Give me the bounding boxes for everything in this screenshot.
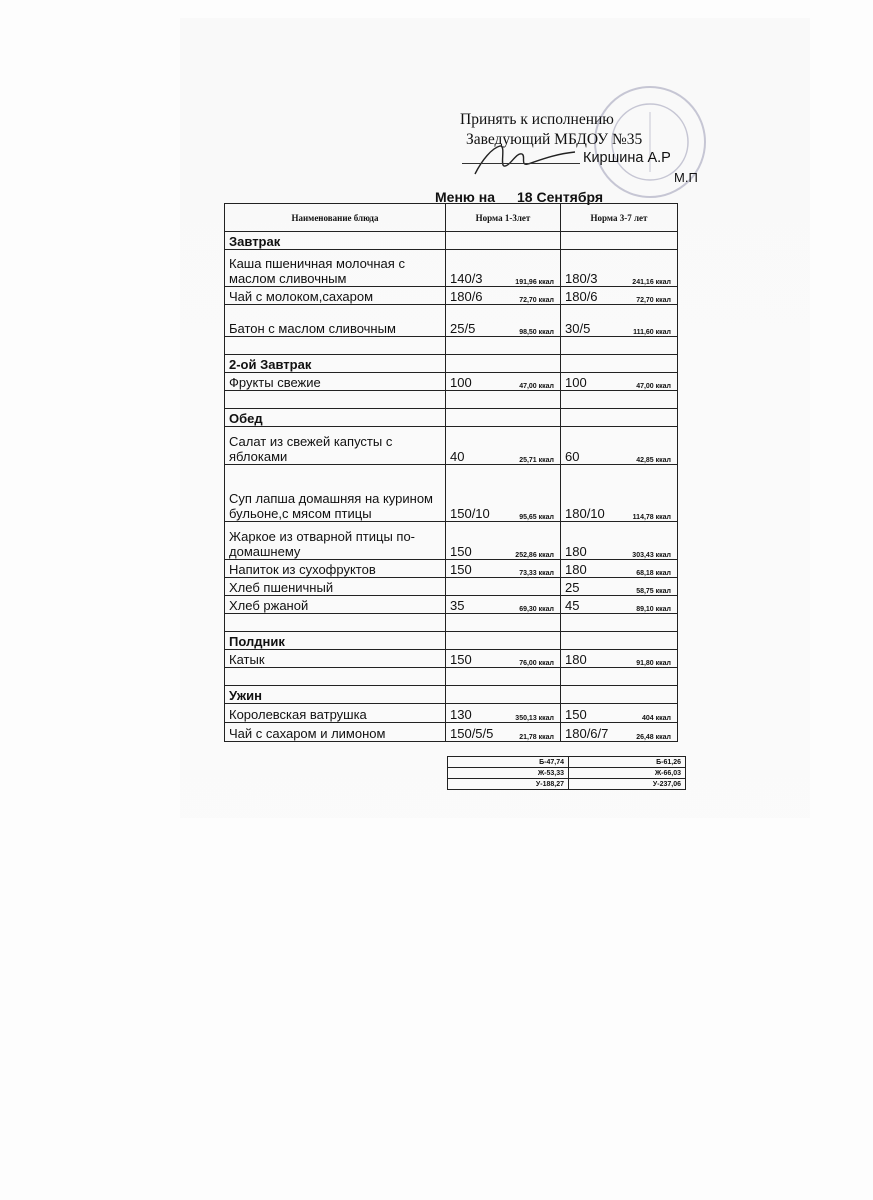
portion-wrap [565,707,673,722]
head-name: Киршина А.Р [583,150,671,166]
kcal-value: 47,00 ккал [519,383,554,390]
portion-value: 150/5/5 [450,726,494,741]
title-prefix: Меню на [435,189,495,205]
cell-norm-3-7 [561,650,678,668]
portion-wrap [450,449,556,464]
portion-wrap [450,707,556,722]
kcal-value: 252,86 ккал [515,552,554,559]
kcal-value: 111,60 ккал [633,329,671,336]
cell-norm-3-7 [561,373,678,391]
total-value: Ж-53,33 [448,768,569,779]
empty-cell [446,409,561,427]
portion-wrap [450,321,556,336]
dish-row [225,287,678,305]
totals-row [448,757,686,768]
portion-value: 25 [565,580,580,595]
portion-wrap [450,544,556,559]
blank-row [225,337,678,355]
total-value: Б-47,74 [448,757,569,768]
section-title: Полдник [225,632,446,650]
blank-row [225,668,678,686]
table-header-row [225,204,678,232]
totals-table [447,756,686,790]
empty-cell [225,337,446,355]
cell-norm-1-3 [446,287,561,305]
kcal-value: 303,43 ккал [632,552,671,559]
section-row [225,409,678,427]
portion-value: 180 [565,652,587,667]
portion-value: 140/3 [450,271,483,286]
portion-value: 150 [450,562,472,577]
total-value: Ж-66,03 [569,768,686,779]
dish-name: Жаркое из отварной птицы по-домашнему [225,522,446,560]
dish-name: Батон с маслом сливочным [225,305,446,337]
empty-cell [561,632,678,650]
portion-wrap [450,271,556,286]
signature-line [462,163,580,164]
total-value: Б-61,26 [569,757,686,768]
portion-wrap [565,652,673,667]
portion-value: 180/6 [450,289,483,304]
kcal-value: 58,75 ккал [636,588,671,595]
section-title: Обед [225,409,446,427]
section-row [225,355,678,373]
cell-norm-1-3 [446,704,561,723]
cell-norm-3-7 [561,723,678,742]
cell-norm-3-7 [561,596,678,614]
empty-cell [446,355,561,373]
totals-body [448,757,686,790]
dish-name: Чай с молоком,сахаром [225,287,446,305]
portion-wrap [565,726,673,741]
blank-row [225,614,678,632]
empty-cell [561,614,678,632]
empty-cell [561,409,678,427]
portion-wrap [565,321,673,336]
menu-date: 18 Сентября [517,189,604,205]
kcal-value: 73,33 ккал [519,570,554,577]
portion-value: 25/5 [450,321,476,336]
dish-name: Королевская ватрушка [225,704,446,723]
kcal-value: 21,78 ккал [519,734,554,741]
kcal-value: 68,18 ккал [636,570,671,577]
dish-name: Хлеб ржаной [225,596,446,614]
kcal-value: 191,96 ккал [515,279,554,286]
stamp-place-label: М.П [674,170,698,185]
dish-name: Фрукты свежие [225,373,446,391]
section-row [225,632,678,650]
cell-norm-3-7 [561,305,678,337]
portion-value: 35 [450,598,465,613]
portion-value: 130 [450,707,472,722]
portion-wrap [450,726,556,741]
cell-norm-1-3 [446,522,561,560]
cell-norm-3-7 [561,578,678,596]
portion-wrap [565,449,673,464]
portion-value: 60 [565,449,580,464]
kcal-value: 76,00 ккал [519,660,554,667]
menu-body [225,232,678,742]
dish-row [225,596,678,614]
empty-cell [561,668,678,686]
portion-wrap [450,652,556,667]
cell-norm-1-3 [446,373,561,391]
header-norm-1-3: Норма 1-3лет [446,204,561,232]
portion-wrap [565,375,673,390]
portion-value: 180/6/7 [565,726,609,741]
section-title: 2-ой Завтрак [225,355,446,373]
cell-norm-3-7 [561,522,678,560]
header-dish: Наименование блюда [225,204,446,232]
portion-wrap [450,562,556,577]
kcal-value: 26,48 ккал [636,734,671,741]
cell-norm-1-3 [446,560,561,578]
portion-value: 150 [565,707,587,722]
approval-line-2: Заведующий МБДОУ №35 [466,131,643,148]
dish-name: Катык [225,650,446,668]
empty-cell [225,614,446,632]
portion-value: 30/5 [565,321,591,336]
section-row [225,232,678,250]
dish-row [225,250,678,287]
empty-cell [225,391,446,409]
total-value: У-188,27 [448,779,569,790]
dish-name: Хлеб пшеничный [225,578,446,596]
portion-wrap [450,506,556,521]
empty-cell [446,232,561,250]
kcal-value: 42,85 ккал [636,457,671,464]
dish-row [225,465,678,522]
blank-row [225,391,678,409]
kcal-value: 114,78 ккал [632,514,671,521]
section-title: Завтрак [225,232,446,250]
portion-wrap [565,598,673,613]
portion-value: 150/10 [450,506,490,521]
cell-norm-1-3 [446,305,561,337]
portion-wrap [450,375,556,390]
dish-row [225,650,678,668]
kcal-value: 95,65 ккал [519,514,554,521]
kcal-value: 25,71 ккал [519,457,554,464]
total-value: У-237,06 [569,779,686,790]
portion-value: 150 [450,652,472,667]
empty-cell [446,614,561,632]
cell-norm-1-3 [446,250,561,287]
cell-norm-1-3 [446,723,561,742]
dish-row [225,305,678,337]
cell-norm-1-3 [446,465,561,522]
cell-norm-3-7 [561,250,678,287]
portion-value: 40 [450,449,465,464]
kcal-value: 241,16 ккал [632,279,671,286]
cell-norm-3-7 [561,560,678,578]
portion-value: 100 [565,375,587,390]
empty-cell [446,632,561,650]
cell-norm-1-3 [446,596,561,614]
cell-norm-3-7 [561,465,678,522]
cell-norm-1-3 [446,578,561,596]
totals-row [448,779,686,790]
portion-value: 45 [565,598,580,613]
dish-name: Суп лапша домашняя на курином бульоне,с мясом птицы [225,465,446,522]
portion-value: 180/10 [565,506,605,521]
cell-norm-3-7 [561,287,678,305]
menu-table [224,203,678,742]
empty-cell [446,391,561,409]
dish-row [225,522,678,560]
portion-wrap [565,506,673,521]
signature-icon [470,140,580,180]
kcal-value: 91,80 ккал [636,660,671,667]
portion-wrap [565,289,673,304]
dish-name: Напиток из сухофруктов [225,560,446,578]
empty-cell [446,337,561,355]
cell-norm-3-7 [561,427,678,465]
empty-cell [446,686,561,704]
empty-cell [446,668,561,686]
portion-value: 180 [565,544,587,559]
portion-value: 100 [450,375,472,390]
dish-name: Каша пшеничная молочная с маслом сливочным [225,250,446,287]
cell-norm-3-7 [561,704,678,723]
dish-row [225,704,678,723]
empty-cell [561,686,678,704]
cell-norm-1-3 [446,650,561,668]
kcal-value: 98,50 ккал [519,329,554,336]
dish-row [225,427,678,465]
empty-cell [561,355,678,373]
kcal-value: 350,13 ккал [515,715,554,722]
portion-wrap [450,289,556,304]
dish-name: Салат из свежей капусты с яблоками [225,427,446,465]
section-row [225,686,678,704]
empty-cell [561,391,678,409]
section-title: Ужин [225,686,446,704]
portion-value: 180 [565,562,587,577]
portion-value: 180/3 [565,271,598,286]
portion-wrap [565,544,673,559]
portion-value: 150 [450,544,472,559]
portion-wrap [565,580,673,595]
totals-row [448,768,686,779]
dish-row [225,723,678,742]
kcal-value: 47,00 ккал [636,383,671,390]
empty-cell [561,232,678,250]
dish-row [225,578,678,596]
kcal-value: 72,70 ккал [519,297,554,304]
kcal-value: 69,30 ккал [519,606,554,613]
kcal-value: 72,70 ккал [636,297,671,304]
header-norm-3-7: Норма 3-7 лет [561,204,678,232]
dish-row [225,560,678,578]
dish-row [225,373,678,391]
portion-wrap [565,271,673,286]
kcal-value: 404 ккал [642,715,671,722]
portion-wrap [565,562,673,577]
approval-line-1: Принять к исполнению [460,111,614,128]
cell-norm-1-3 [446,427,561,465]
empty-cell [561,337,678,355]
portion-wrap [450,598,556,613]
portion-value: 180/6 [565,289,598,304]
kcal-value: 89,10 ккал [636,606,671,613]
empty-cell [225,668,446,686]
dish-name: Чай с сахаром и лимоном [225,723,446,742]
